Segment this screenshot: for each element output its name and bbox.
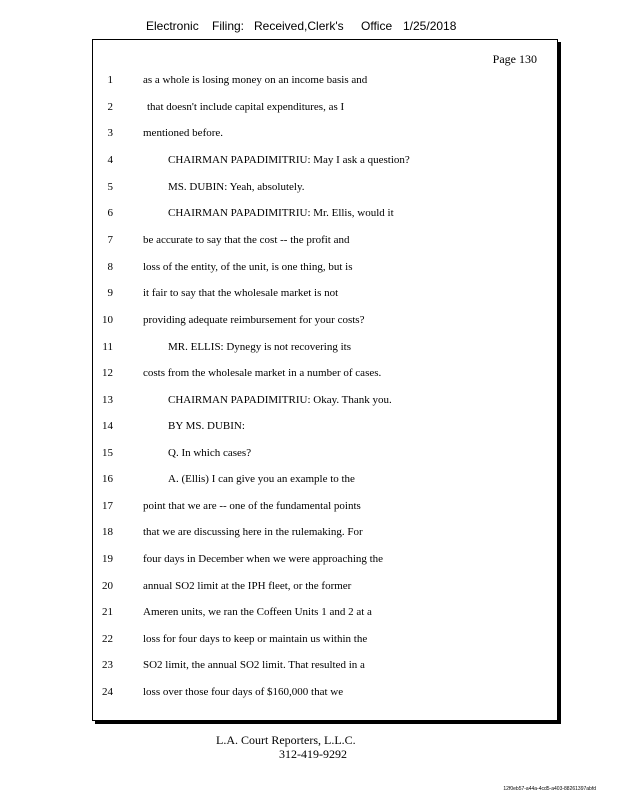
line-text: providing adequate reimbursement for your costs? (143, 314, 365, 326)
line-text: A. (Ellis) I can give you an example to the (168, 473, 355, 485)
line-text: Ameren units, we ran the Coffeen Units 1 and 2 at a (143, 606, 372, 618)
line-number: 21 (102, 606, 113, 618)
line-number: 16 (102, 473, 113, 485)
line-number: 17 (102, 500, 113, 512)
line-text: mentioned before. (143, 127, 224, 139)
line-number: 13 (102, 394, 113, 406)
line-text: it fair to say that the wholesale market is not (143, 287, 339, 299)
line-text: CHAIRMAN PAPADIMITRIU: May I ask a question? (168, 154, 410, 166)
line-number: 20 (102, 580, 113, 592)
transcript-line (93, 231, 557, 249)
transcript-line (93, 497, 557, 515)
transcript-line (93, 391, 557, 409)
transcript-line (93, 338, 557, 356)
line-text: loss for four days to keep or maintain us within the (143, 633, 368, 645)
transcript-page-frame (92, 39, 558, 721)
line-number: 15 (102, 447, 113, 459)
line-text: costs from the wholesale market in a number of cases. (143, 367, 382, 379)
line-text: be accurate to say that the cost -- the profit and (143, 234, 350, 246)
line-number: 9 (107, 287, 113, 299)
filing-word-office: Office (361, 19, 393, 33)
line-text: CHAIRMAN PAPADIMITRIU: Mr. Ellis, would it (168, 207, 394, 219)
transcript-line (93, 603, 557, 621)
transcript-line (93, 550, 557, 568)
transcript-line (93, 71, 557, 89)
line-text: Q. In which cases? (168, 447, 252, 459)
footer-company: L.A. Court Reporters, L.L.C. (216, 733, 356, 747)
transcript-line (93, 364, 557, 382)
line-number: 6 (107, 207, 113, 219)
transcript-line (93, 523, 557, 541)
transcript-line (93, 656, 557, 674)
transcript-line (93, 151, 557, 169)
transcript-line (93, 444, 557, 462)
transcript-line (93, 470, 557, 488)
line-text: as a whole is losing money on an income basis and (143, 74, 368, 86)
transcript-line (93, 311, 557, 329)
line-number: 2 (107, 101, 113, 113)
line-text: loss over those four days of $160,000 that we (143, 686, 344, 698)
transcript-line (93, 284, 557, 302)
filing-word-received: Received,Clerk's (254, 19, 344, 33)
line-number: 19 (102, 553, 113, 565)
transcript-line (93, 683, 557, 701)
filing-date: 1/25/2018 (403, 19, 457, 33)
page-number: Page 130 (492, 52, 537, 66)
footer-phone: 312-419-9292 (279, 747, 347, 761)
line-text: SO2 limit, the annual SO2 limit. That resulted in a (143, 659, 365, 671)
transcript-line (93, 630, 557, 648)
transcript-line (93, 98, 557, 116)
transcript-line (93, 417, 557, 435)
line-text: annual SO2 limit at the IPH fleet, or the former (143, 580, 352, 592)
line-number: 18 (102, 526, 113, 538)
filing-word-filing: Filing: (212, 19, 245, 33)
filing-word-electronic: Electronic (146, 19, 199, 33)
line-number: 12 (102, 367, 113, 379)
line-number: 1 (107, 74, 113, 86)
line-text: CHAIRMAN PAPADIMITRIU: Okay. Thank you. (168, 394, 392, 406)
line-text: MS. DUBIN: Yeah, absolutely. (168, 181, 305, 193)
transcript-line (93, 178, 557, 196)
line-text: MR. ELLIS: Dynegy is not recovering its (168, 341, 352, 353)
line-number: 14 (102, 420, 113, 432)
line-number: 7 (107, 234, 113, 246)
line-number: 10 (102, 314, 113, 326)
line-number: 8 (107, 261, 113, 273)
document-id: 12f0eb57-a44a-4cd5-a403-88261397abfd (503, 786, 596, 792)
line-number: 24 (102, 686, 113, 698)
line-number: 3 (107, 127, 113, 139)
filing-stamp-header (0, 19, 618, 35)
line-text: loss of the entity, of the unit, is one thing, but is (143, 261, 353, 273)
transcript-line (93, 204, 557, 222)
transcript-line (93, 124, 557, 142)
line-number: 11 (102, 341, 113, 353)
line-text: that doesn't include capital expenditures, as I (147, 101, 345, 113)
line-number: 23 (102, 659, 113, 671)
line-number: 4 (107, 154, 113, 166)
transcript-line (93, 577, 557, 595)
transcript-line (93, 258, 557, 276)
line-text: point that we are -- one of the fundamental points (143, 500, 361, 512)
line-number: 22 (102, 633, 113, 645)
line-number: 5 (107, 181, 113, 193)
line-text: BY MS. DUBIN: (168, 420, 245, 432)
line-text: that we are discussing here in the rulemaking. For (143, 526, 363, 538)
line-text: four days in December when we were approaching the (143, 553, 384, 565)
